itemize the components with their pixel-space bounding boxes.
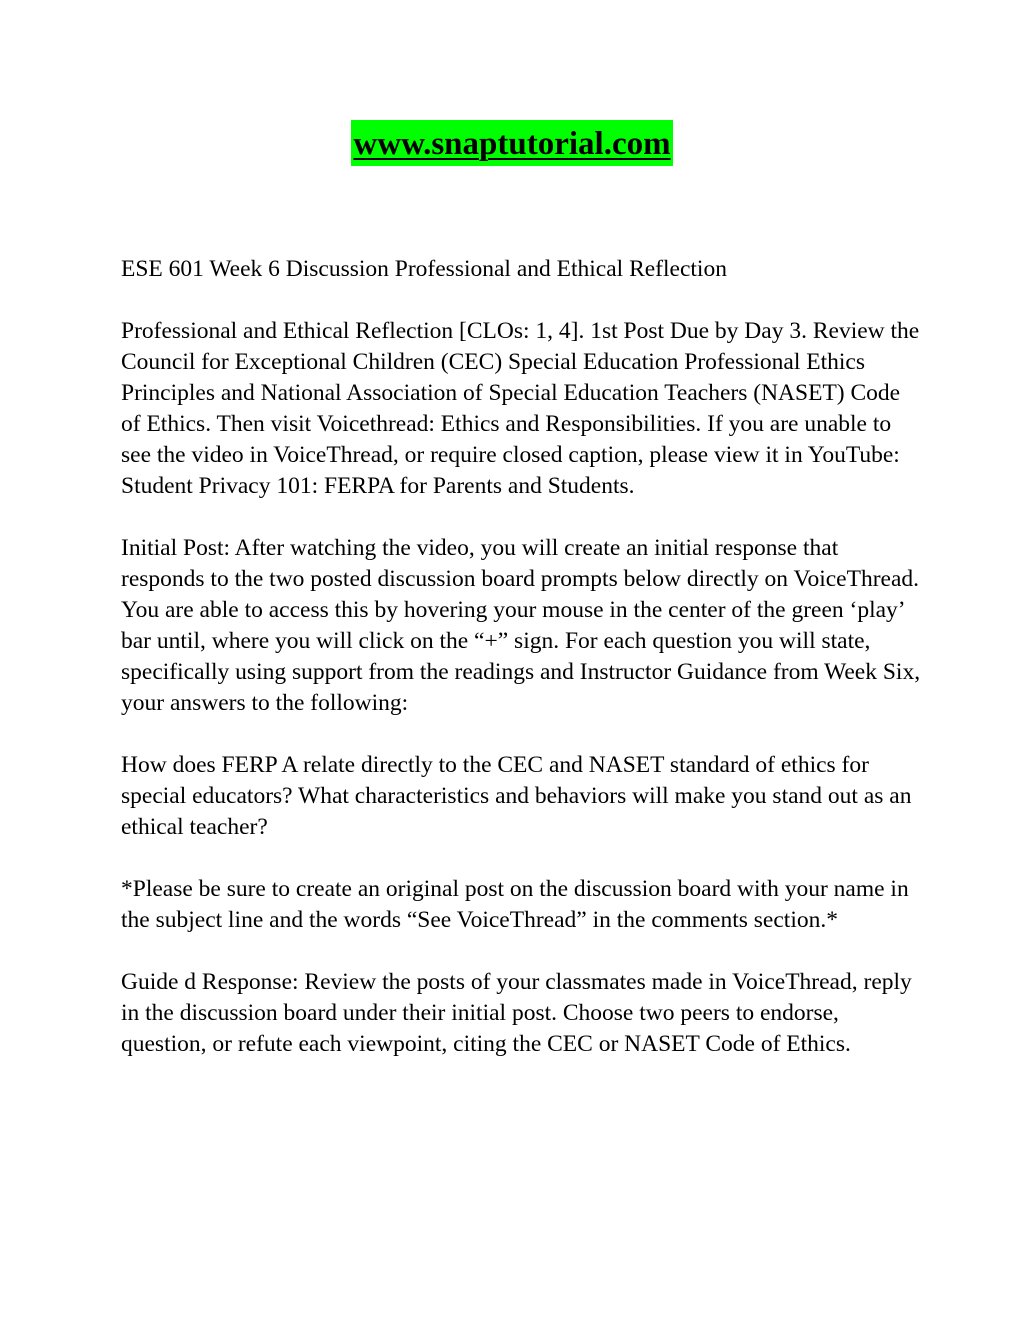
- paragraph-initial-post: Initial Post: After watching the video, you will create an initial response that responds to the two posted discussion board prompts below directly on VoiceThread. You are able to access this by hovering your mouse in the center of the green ‘play’ bar until, where you will click on the “+” sign. For each question you will state, specifically using support from the readings and Instructor Guidance from Week Six, your answers to the following:: [121, 535, 921, 716]
- paragraph-guided-response: Guide d Response: Review the posts of your classmates made in VoiceThread, reply in the discussion board under their initial post. Choose two peers to endorse, question, or refute each viewpoint, citing the CEC or NASET Code of Ethics.: [121, 969, 912, 1057]
- header: [0, 120, 1024, 166]
- document-title: ESE 601 Week 6 Discussion Professional and Ethical Reflection: [121, 256, 727, 282]
- paragraph-questions: How does FERP A relate directly to the CEC and NASET standard of ethics for special educators? What characteristics and behaviors will make you stand out as an ethical teacher?: [121, 752, 912, 840]
- paragraph-overview: Professional and Ethical Reflection [CLOs: 1, 4]. 1st Post Due by Day 3. Review the Council for Exceptional Children (CEC) Special Education Professional Ethics Principles and National Association of Special Education Teachers (NASET) Code of Ethics. Then visit Voicethread: Ethics and Responsibilities. If you are unable to see the video in VoiceThread, or require closed caption, please view it in YouTube: Student Privacy 101: FERPA for Parents and Students.: [121, 318, 920, 499]
- document-body: [121, 254, 921, 1091]
- paragraph-note: *Please be sure to create an original post on the discussion board with your name in the subject line and the words “See VoiceThread” in the comments section.*: [121, 876, 909, 933]
- website-link[interactable]: www.snaptutorial.com: [351, 120, 672, 166]
